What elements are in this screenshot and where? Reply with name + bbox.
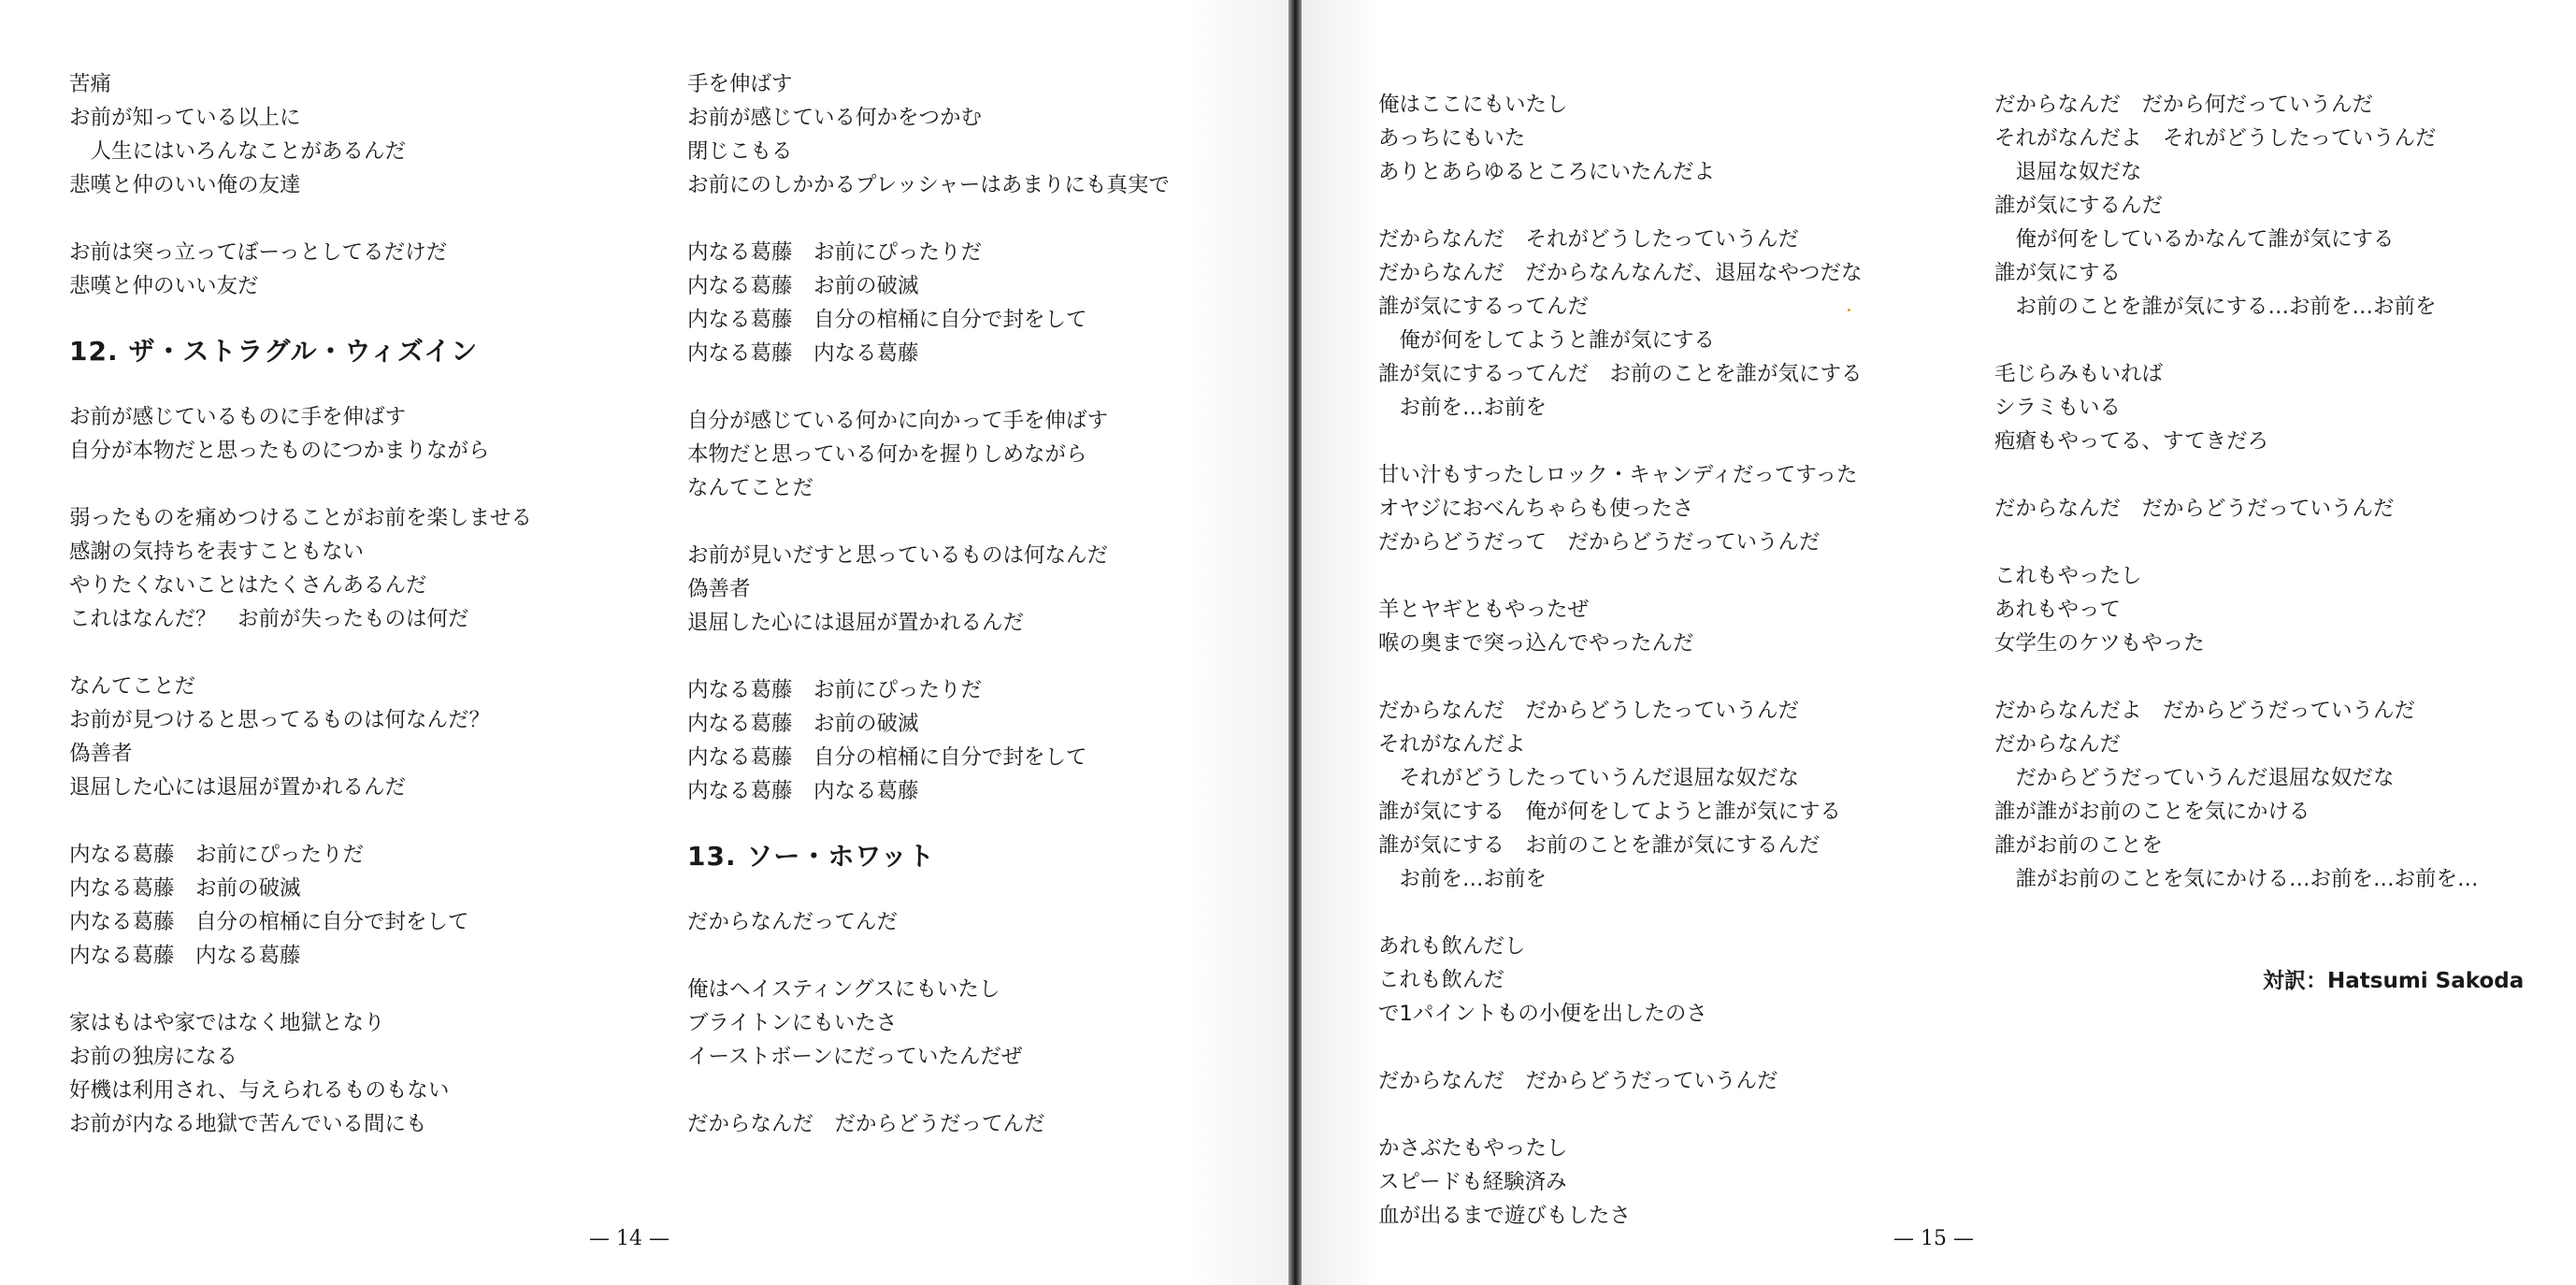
- stanza-break: [1378, 896, 1958, 930]
- stanza-break: [69, 804, 630, 838]
- lyric-line: お前が知っている以上に: [69, 106, 301, 130]
- lyric-line: だからどうだって だからどうだっていうんだ: [1378, 530, 1820, 555]
- lyric-line: 誰が気にする 俺が何をしてようと誰が気にする: [1378, 800, 1842, 824]
- book-gutter: [1288, 0, 1302, 1285]
- lyric-line: 誰が気にするんだ: [1994, 194, 2164, 218]
- lyric-line: 内なる葛藤 お前の破滅: [687, 274, 919, 298]
- lyric-line: かさぶたもやったし: [1378, 1136, 1568, 1161]
- lyric-line: オヤジにおべんちゃらも使ったさ: [1378, 497, 1694, 521]
- lyric-line: 内なる葛藤 お前にぴったりだ: [687, 240, 983, 265]
- lyric-line: お前にのしかかるプレッシャーはあまりにも真実で: [687, 173, 1170, 197]
- lyric-line: 偽善者: [687, 577, 751, 601]
- lyric-line: それがどうしたっていうんだ退屈な奴だな: [1378, 766, 1800, 790]
- lyric-line: だからなんだ それがどうしたっていうんだ: [1378, 227, 1800, 252]
- lyric-line: お前が内なる地獄で苦んでいる間にも: [69, 1112, 427, 1136]
- stanza-break: [69, 636, 630, 670]
- lyric-line: 疱瘡もやってる、すてきだろ: [1994, 429, 2269, 454]
- lyric-line: あれも飲んだし: [1378, 934, 1526, 959]
- stanza-break: [687, 370, 1267, 404]
- stanza-break: [687, 1074, 1267, 1107]
- lyric-line: これもやったし: [1994, 564, 2142, 588]
- lyric-line: 誰が気にするってんだ: [1378, 295, 1590, 319]
- lyric-line: 内なる葛藤 自分の棺桶に自分で封をして: [687, 745, 1087, 770]
- stanza-break: [1378, 1031, 1958, 1064]
- lyric-line: で1パイントもの小便を出したのさ: [1378, 1002, 1707, 1026]
- lyric-line: 俺はここにもいたし: [1378, 93, 1568, 117]
- stanza-break: [1994, 526, 2555, 559]
- lyric-line: 内なる葛藤 自分の棺桶に自分で封をして: [69, 910, 469, 934]
- lyric-line: だからなんだ だからどうだっていうんだ: [1378, 1069, 1778, 1093]
- lyric-line: だからなんだ だからなんなんだ、退屈なやつだな: [1378, 261, 1863, 285]
- lyric-line: 女学生のケツもやった: [1994, 631, 2205, 656]
- lyric-line: なんてことだ: [687, 476, 814, 500]
- lyric-line: お前が見いだすと思っているものは何なんだ: [687, 543, 1109, 568]
- lyric-line: それがなんだよ: [1378, 732, 1526, 757]
- lyric-line: あれもやって: [1994, 598, 2122, 622]
- song-title: 13. ソー・ホワット: [687, 841, 935, 872]
- lyric-line: 人生にはいろんなことがあるんだ: [69, 139, 407, 164]
- lyric-line: 内なる葛藤 内なる葛藤: [687, 779, 919, 803]
- lyric-line: 内なる葛藤 お前の破滅: [687, 712, 919, 736]
- lyric-line: なんてことだ: [69, 674, 196, 699]
- lyric-line: あっちにもいた: [1378, 126, 1526, 151]
- lyric-line: 内なる葛藤 内なる葛藤: [687, 341, 919, 366]
- lyric-line: 自分が本物だと思ったものにつかまりながら: [69, 439, 490, 463]
- lyric-line: 誰が気にする: [1994, 261, 2122, 285]
- stanza-break: [1378, 1098, 1958, 1132]
- lyric-line: 誰が誰がお前のことを気にかける: [1994, 800, 2310, 824]
- lyric-line: だからなんだ: [1994, 732, 2122, 757]
- lyric-line: 本物だと思っている何かを握りしめながら: [687, 442, 1087, 467]
- lyric-line: 退屈した心には退屈が置かれるんだ: [687, 611, 1025, 635]
- lyric-line: これも飲んだ: [1378, 968, 1505, 992]
- lyrics-column-4: [1994, 88, 2555, 896]
- lyric-line: 誰がお前のことを: [1994, 833, 2164, 858]
- lyric-line: 毛じらみもいれば: [1994, 362, 2164, 386]
- stanza-break: [1994, 324, 2555, 357]
- lyric-line: 閉じこもる: [687, 139, 793, 164]
- stanza-break: [69, 973, 630, 1006]
- stanza-break: [1378, 559, 1958, 593]
- lyric-line: やりたくないことはたくさんあるんだ: [69, 573, 427, 598]
- lyric-line: ありとあらゆるところにいたんだよ: [1378, 160, 1716, 184]
- stanza-break: [687, 505, 1267, 539]
- lyric-line: これはなんだ？ お前が失ったものは何だ: [69, 607, 469, 631]
- lyric-line: 手を伸ばす: [687, 72, 793, 96]
- page-number-15: — 15 —: [1893, 1227, 1974, 1250]
- lyric-line: 内なる葛藤 お前にぴったりだ: [687, 678, 983, 702]
- lyric-line: 好機は利用され、与えられるものもない: [69, 1078, 450, 1103]
- lyric-line: 喉の奥まで突っ込んでやったんだ: [1378, 631, 1694, 656]
- lyric-line: 内なる葛藤 お前にぴったりだ: [69, 843, 365, 867]
- lyric-line: だからなんだ だからどうだってんだ: [687, 1112, 1045, 1136]
- lyric-line: 甘い汁もすったしロック・キャンディだってすった: [1378, 463, 1858, 487]
- translator-credit: 対訳：Hatsumi Sakoda: [2263, 969, 2525, 993]
- stanza-break: [1378, 189, 1958, 223]
- stanza-break: [1378, 425, 1958, 458]
- lyric-line: 退屈な奴だな: [1994, 160, 2142, 184]
- lyric-line: お前は突っ立ってぼーっとしてるだけだ: [69, 240, 448, 265]
- song-title: 12. ザ・ストラグル・ウィズイン: [69, 336, 479, 367]
- lyric-line: 内なる葛藤 お前の破滅: [69, 876, 301, 901]
- stanza-break: [1378, 660, 1958, 694]
- lyric-line: 俺が何をしてようと誰が気にする: [1378, 328, 1716, 353]
- lyric-line: 感謝の気持ちを表すこともない: [69, 540, 365, 564]
- lyric-line: お前を…お前を: [1378, 396, 1547, 420]
- lyric-line: 退屈した心には退屈が置かれるんだ: [69, 775, 407, 800]
- lyric-line: 偽善者: [69, 742, 133, 766]
- lyric-line: だからなんだ だからどうしたっていうんだ: [1378, 699, 1800, 723]
- lyric-line: 悲嘆と仲のいい友だ: [69, 274, 259, 298]
- lyric-line: ブライトンにもいたさ: [687, 1011, 898, 1035]
- lyric-line: お前の独房になる: [69, 1045, 238, 1069]
- lyric-line: 苦痛: [69, 72, 112, 96]
- lyric-line: 悲嘆と仲のいい俺の友達: [69, 173, 301, 197]
- lyric-line: 内なる葛藤 内なる葛藤: [69, 944, 301, 968]
- lyric-line: イーストボーンにだっていたんだぜ: [687, 1045, 1023, 1069]
- stanza-break: [1994, 458, 2555, 492]
- lyric-line: 誰がお前のことを気にかける…お前を…お前を…: [1994, 867, 2479, 891]
- lyric-line: だからなんだってんだ: [687, 910, 899, 934]
- lyric-line: だからなんだ だから何だっていうんだ: [1994, 93, 2374, 117]
- lyrics-column-3: [1378, 88, 1958, 1233]
- lyrics-column-1: [69, 67, 630, 1141]
- lyric-line: 血が出るまで遊びもしたさ: [1378, 1204, 1632, 1228]
- lyric-line: お前が感じているものに手を伸ばす: [69, 405, 407, 429]
- stanza-break: [1994, 660, 2555, 694]
- print-speck: [1848, 309, 1850, 311]
- stanza-break: [69, 202, 630, 236]
- stanza-break: [687, 939, 1267, 973]
- lyric-line: 自分が感じている何かに向かって手を伸ばす: [687, 409, 1109, 433]
- lyric-line: 羊とヤギともやったぜ: [1378, 598, 1590, 622]
- lyric-line: スピードも経験済み: [1378, 1170, 1567, 1194]
- lyric-line: 俺が何をしているかなんて誰が気にする: [1994, 227, 2395, 252]
- lyric-line: 家はもはや家ではなく地獄となり: [69, 1011, 385, 1035]
- lyric-line: だからなんだよ だからどうだっていうんだ: [1994, 699, 2416, 723]
- lyric-line: お前が見つけると思ってるものは何なんだ？: [69, 708, 491, 732]
- lyric-line: 俺はヘイスティングスにもいたし: [687, 977, 1000, 1002]
- stanza-break: [69, 468, 630, 501]
- lyric-line: だからどうだっていうんだ退屈な奴だな: [1994, 766, 2395, 790]
- lyric-line: 誰が気にする お前のことを誰が気にするんだ: [1378, 833, 1820, 858]
- lyric-line: お前を…お前を: [1378, 867, 1547, 891]
- lyric-line: 弱ったものを痛めつけることがお前を楽しませる: [69, 506, 533, 530]
- stanza-break: [687, 202, 1267, 236]
- lyric-line: 誰が気にするってんだ お前のことを誰が気にする: [1378, 362, 1863, 386]
- lyrics-column-2: [687, 67, 1267, 1141]
- lyric-line: シラミもいる: [1994, 396, 2122, 420]
- page-number-14: — 14 —: [589, 1227, 669, 1250]
- lyric-line: 内なる葛藤 自分の棺桶に自分で封をして: [687, 308, 1087, 332]
- lyric-line: それがなんだよ それがどうしたっていうんだ: [1994, 126, 2437, 151]
- lyric-line: お前のことを誰が気にする…お前を…お前を: [1994, 295, 2437, 319]
- lyric-line: だからなんだ だからどうだっていうんだ: [1994, 497, 2395, 521]
- stanza-break: [687, 640, 1267, 673]
- lyric-line: お前が感じている何かをつかむ: [687, 106, 983, 130]
